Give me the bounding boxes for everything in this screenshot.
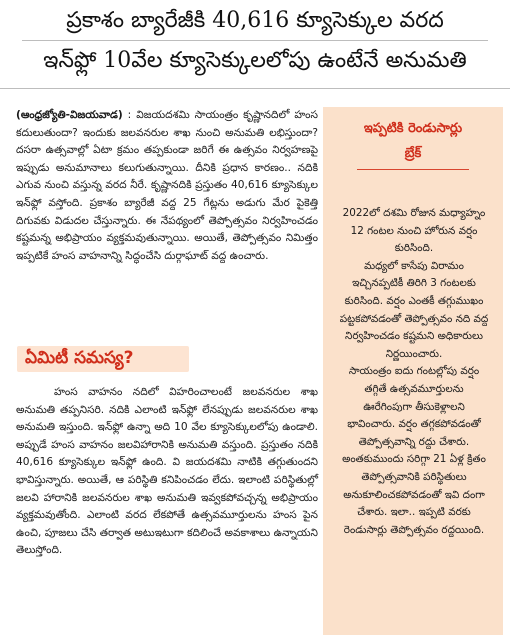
headline-bottom-rule [0,88,510,89]
section-subhead [17,346,189,372]
article-paragraph-1-text: : విజయదశమి సాయంత్రం కృష్ణానదిలో హంస కదులుతుందా? ఇందుకు జలవనరుల శాఖ నుంచి అనుమతి లభిస్తుందా? దసరా ఉత్సవాల్లో ఏటా క్రమం తప్పకుండా జరిగే ఈ ఉత్సవం నిర్వహణపై ఇప్పుడు అనుమానాలు కలుగుతున్నాయి. దీనికి ప్రధాన కారణం.. నదికి ఎగువ నుంచి వస్తున్న వరద నీరే. కృష్ణానదికి ప్రస్తుతం 40,616 క్యూసెక్కుల ఇన్‌ఫ్లో వస్తోంది. ప్రకాశం బ్యారేజీ వద్ద 25 గేట్లను అడుగు మేర పైకెత్తి దిగువకు విడుదల చేస్తున్నారు. ఈ నేపథ్యంలో తెప్పోత్సవం నిర్వహించడం కష్టమన్న అభిప్రాయం వ్యక్తమవుతున్నాయి. అయితే, తెప్పోత్సవం నిమిత్తం ఇప్పటికే హంస వాహనాన్ని సిద్ధంచేసి దుర్గాఘాట్ వద్ద ఉంచారు. [16,109,318,262]
headline-line-2: ఇన్‌ఫ్లో 10వేల క్యూసెక్కులలోపు ఉంటేనే అనుమతి [43,48,467,73]
headline-line-1: ప్రకాశం బ్యారేజీకి 40,616 క్యూసెక్కుల వరద [66,8,444,33]
article-paragraph-2: హంస వాహనం నదిలో విహరించాలంటే జలవనరుల శాఖ అనుమతి తప్పనిసరి. నదికి ఎలాంటి ఇన్‌ఫ్లో లేనప్పుడు జలవనరుల శాఖ అనుమతి ఇస్తుంది. ఇన్‌ఫ్లో ఉన్నా అది 10 వేల క్యూసెక్కులలోపు ఉండాలి. అప్పుడే హంస వాహనం జలవిహారానికి అనుమతి వస్తుంది. ప్రస్తుతం నదికి 40,616 క్యూసెక్కుల ఇన్‌ఫ్లో ఉంది. వి జయదశమి నాటికి తగ్గుతుందని భావిస్తున్నారు. అయితే, ఆ పరిస్థితి కనిపించడం లేదు. ఇలాంటి పరిస్థితుల్లో జలవి హారానికి జలవనరుల శాఖ అనుమతి ఇవ్వకపోవచ్చన్న అభిప్రాయం వ్యక్తమవుతోంది. ఎలాంటి వరద లేకపోతే ఉత్సవమూర్తులను హంస పైన ఉంచి, పూజలు చేసి తర్వాత అటుఇటుగా కదిలించే అవకాశాలు ఉన్నాయని తెలుస్తోంది. [16,386,318,557]
article-column-bottom [16,384,318,560]
sidebar-title-line-2: బ్రేక్ [404,146,422,161]
sidebar-title-line-1: ఇప్పటికి రెండుసార్లు [363,121,463,136]
sidebar-paragraph-1: 2022లో దశమి రోజున మధ్యాహ్నం 12 గంటల నుంచి హోరున వర్షం కురిసింది. [342,207,486,255]
headline-divider [22,40,488,41]
sidebar-paragraph-2: మధ్యలో కాసేపు విరామం ఇచ్చినప్పటికీ తిరిగి 3 గంటలకు కురిసింది. వర్షం ఎంతకీ తగ్గుముఖం పట్టకపోవడంతో తెప్పోత్సవం నది వద్ద నిర్వహించడం కష్టమని అధికారులు నిర్ణయించారు. [339,259,489,360]
sidebar-body [339,205,489,539]
article-paragraph-1 [16,107,318,265]
section-subhead-text: ఏమిటీ సమస్య? [25,348,134,368]
sidebar-box [323,107,503,635]
dateline: (ఆంధ్రజ్యోతి-విజయవాడ) [16,109,123,121]
sidebar-title-underline [357,169,469,170]
article-column-top [16,107,318,265]
sidebar-paragraph-3: సాయంత్రం ఐదు గంటల్లోపు వర్షం తగ్గితే ఉత్సవమూర్తులను ఊరేగింపుగా తీసుకెళ్లాలని భావించారు. వర్షం తగ్గకపోవడంతో తెప్పోత్సవాన్ని రద్దు చేశారు. [347,365,481,448]
sidebar-paragraph-4: అంతకుముందు సరిగ్గా 21 ఏళ్ల క్రితం తెప్పోత్సవానికి పరిస్థితులు అనుకూలించకపోవడంతో ఇవి దంగా చేశారు. ఇలా.. ఇప్పటి వరకు రెండుసార్లు తెప్పోత్సవం రద్దయింది. [342,453,486,536]
